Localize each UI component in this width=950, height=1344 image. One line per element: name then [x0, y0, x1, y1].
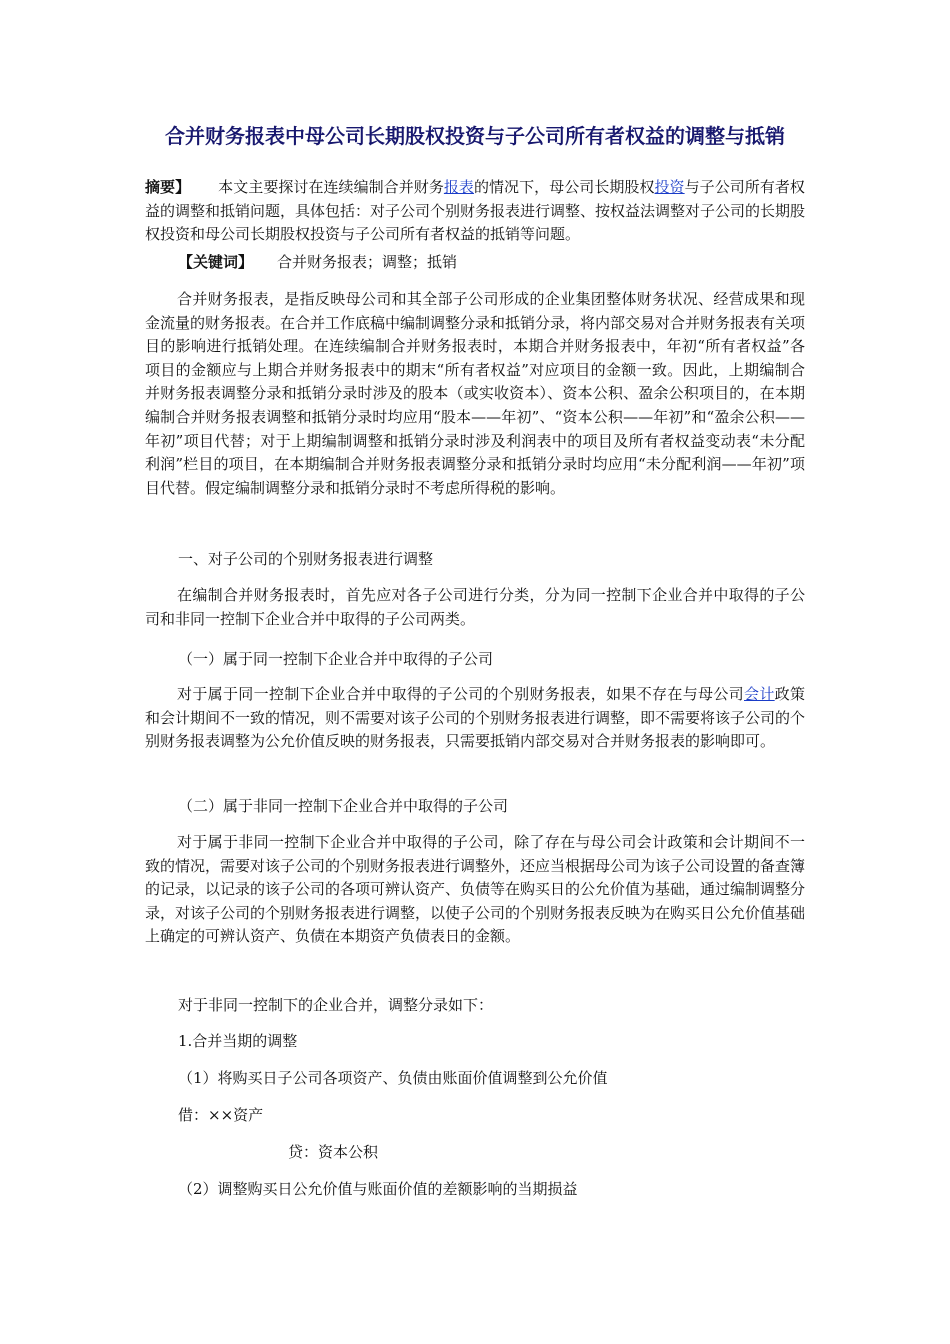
keywords-label: 【关键词】	[178, 253, 254, 271]
abstract-text-1: 本文主要探讨在连续编制合并财务	[218, 178, 444, 196]
abstract-paragraph	[145, 176, 805, 247]
item-1-2: （2）调整购买日公允价值与账面价值的差额影响的当期损益	[178, 1180, 578, 1198]
item-1-heading: 1.合并当期的调整	[178, 1032, 298, 1050]
link-report[interactable]: 报表	[443, 178, 474, 196]
link-investment[interactable]: 投资	[654, 178, 685, 196]
abstract-text-2: 的情况下，母公司长期股权	[473, 178, 655, 196]
credit-entry: 贷：资本公积	[288, 1143, 379, 1161]
document-title: 合并财务报表中母公司长期股权投资与子公司所有者权益的调整与抵销	[165, 124, 785, 148]
keywords-line	[178, 251, 457, 273]
non-same-control-paragraph: 对于属于非同一控制下企业合并中取得的子公司，除了存在与母公司会计政策和会计期间不一致的情况，需要对该子公司的个别财务报表进行调整外，还应当根据母公司为该子公司设置的备查簿的记录，以记录的该子公司的各项可辨认资产、负债等在购买日的公允价值为基础，通过编制调整分录，对该子公司的个别财务报表进行调整，以使子公司的个别财务报表反映为在购买日公允价值基础上确定的可辨认资产、负债在本期资产负债表日的金额。	[145, 833, 806, 946]
abstract-label: 摘要】	[145, 178, 191, 196]
item-1-1: （1）将购买日子公司各项资产、负债由账面价值调整到公允价值	[178, 1069, 608, 1087]
same-control-paragraph	[145, 683, 805, 754]
debit-entry: 借：××资产	[178, 1106, 264, 1124]
subsection-heading-1: （一）属于同一控制下企业合并中取得的子公司	[178, 650, 494, 668]
classify-paragraph: 在编制合并财务报表时，首先应对各子公司进行分类，分为同一控制下企业合并中取得的子公司和非同一控制下企业合并中取得的子公司两类。	[145, 586, 805, 628]
abstract-text-3: 与子公司所有者权益的调整和抵销问题，具体包括：对子公司个别财务报表进行调整、按权益法调整对子公司的长期股权投资和母公司长期股权投资与子公司所有者权益的抵销等问题。	[145, 178, 806, 244]
intro-paragraph: 合并财务报表，是指反映母公司和其全部子公司形成的企业集团整体财务状况、经营成果和现金流量的财务报表。在合并工作底稿中编制调整分录和抵销分录，将内部交易对合并财务报表有关项目的影响进行抵销处理。在连续编制合并财务报表时，本期合并财务报表中，年初“所有者权益”各项目的金额应与上期合并财务报表中的期末“所有者权益”对应项目的金额一致。因此，上期编制合并财务报表调整分录和抵销分录时涉及的股本（或实收资本）、资本公积、盈余公积项目的，在本期编制合并财务报表调整和抵销分录时均应用“股本——年初”、“资本公积——年初”和“盈余公积——年初”项目代替；对于上期编制调整和抵销分录时涉及利润表中的项目及所有者权益变动表“未分配利润”栏目的项目，在本期编制合并财务报表调整分录和抵销分录时均应用“未分配利润——年初”项目代替。假定编制调整分录和抵销分录时不考虑所得税的影响。	[145, 290, 806, 497]
same-control-text-2: 政策和会计期间不一致的情况，则不需要对该子公司的个别财务报表进行调整，即不需要将该子公司的个别财务报表调整为公允价值反映的财务报表，只需要抵销内部交易对合并财务报表的影响即可。	[145, 685, 806, 751]
entries-intro: 对于非同一控制下的企业合并，调整分录如下：	[178, 996, 494, 1014]
same-control-text-1: 对于属于同一控制下企业合并中取得的子公司的个别财务报表，如果不存在与母公司	[177, 685, 744, 703]
keywords-text: 合并财务报表；调整；抵销	[277, 253, 458, 271]
section-heading-1: 一、对子公司的个别财务报表进行调整	[178, 550, 434, 568]
link-accounting[interactable]: 会计	[744, 685, 775, 703]
subsection-heading-2: （二）属于非同一控制下企业合并中取得的子公司	[178, 797, 509, 815]
